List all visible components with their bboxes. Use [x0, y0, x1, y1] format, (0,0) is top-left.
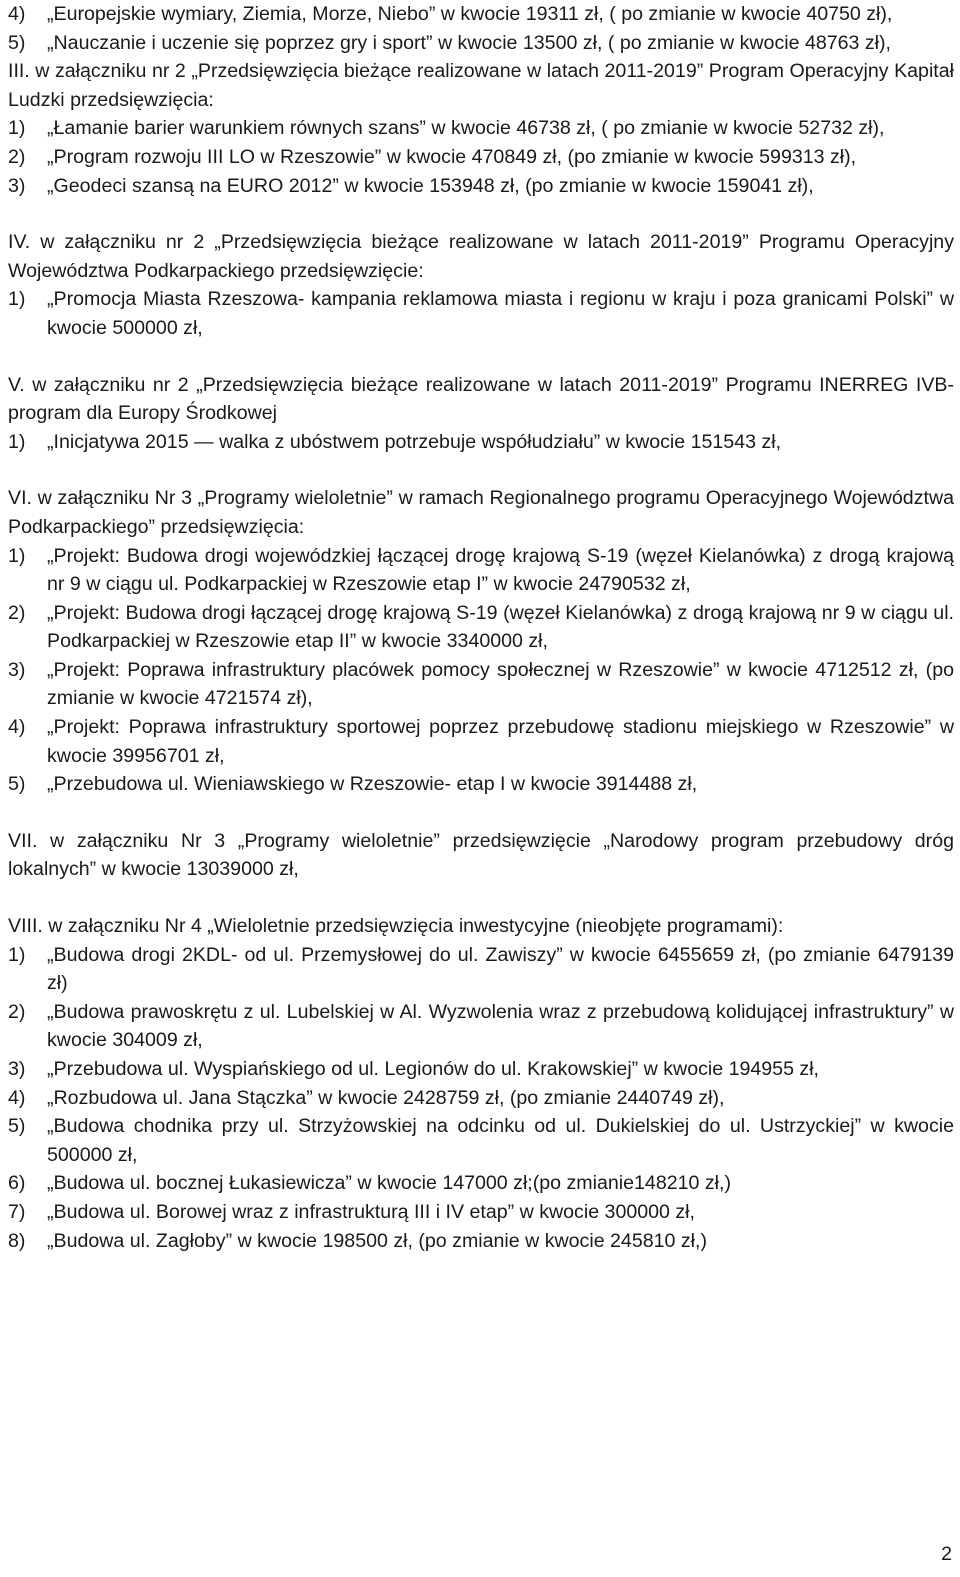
section-heading: VI. w załączniku Nr 3 „Programy wieloletnie” w ramach Regionalnego programu Operacyjnego Województwa Podkarpackiego” przedsięwzięcia:: [8, 487, 954, 538]
item-number: 4): [8, 3, 26, 25]
list-item: [8, 941, 954, 998]
spacer: [8, 456, 954, 484]
item-number: 1): [8, 288, 26, 311]
item-text: „Budowa drogi 2KDL- od ul. Przemysłowej do ul. Zawiszy” w kwocie 6455659 zł, (po zmianie 6479139 zł): [47, 943, 954, 995]
item-number: 3): [8, 174, 26, 197]
item-text: „Geodeci szansą na EURO 2012” w kwocie 153948 zł, (po zmianie w kwocie 159041 zł),: [47, 174, 814, 197]
item-text: „Projekt: Poprawa infrastruktury placówek pomocy społecznej w Rzeszowie” w kwocie 4712512 zł, (po zmianie w kwocie 4721574 zł),: [47, 658, 954, 710]
item-number: 2): [8, 145, 26, 168]
item-number: 1): [8, 943, 26, 966]
item-text: „Budowa prawoskrętu z ul. Lubelskiej w Al. Wyzwolenia wraz z przebudową kolidującej infrastruktury” w kwocie 304009 zł,: [47, 1000, 954, 1052]
spacer: [8, 799, 954, 827]
item-number: 3): [8, 1058, 26, 1080]
item-number: 5): [8, 31, 26, 54]
item-number: 5): [8, 1115, 26, 1138]
item-text: „Budowa ul. Zagłoby” w kwocie 198500 zł, (po zmianie w kwocie 245810 zł,): [47, 1229, 707, 1252]
item-text: „Projekt: Budowa drogi wojewódzkiej łączącej drogę krajową S-19 (węzeł Kielanówka) z drogą krajową nr 9 w ciągu ul. Podkarpackiej w Rzeszowie etap I” w kwocie 24790532 zł,: [47, 544, 954, 596]
item-text: „Budowa ul. Borowej wraz z infrastrukturą III i IV etap” w kwocie 300000 zł,: [47, 1200, 695, 1223]
document-page: [8, 0, 954, 1255]
item-number: 1): [8, 117, 26, 140]
item-text: „Promocja Miasta Rzeszowa- kampania reklamowa miasta i regionu w kraju i poza granicami Polski” w kwocie 500000 zł,: [47, 288, 954, 339]
top-list: [8, 0, 954, 57]
item-number: 2): [8, 601, 26, 624]
list-item: [8, 1198, 954, 1227]
item-number: 4): [8, 716, 26, 739]
list-item: [8, 1055, 954, 1084]
list-item: [8, 428, 954, 457]
item-number: 8): [8, 1229, 26, 1252]
spacer: [8, 200, 954, 228]
item-text: „Budowa chodnika przy ul. Strzyżowskiej na odcinku od ul. Dukielskiej do ul. Ustrzyckiej” w kwocie 500000 zł,: [47, 1115, 954, 1166]
item-text: „Inicjatywa 2015 — walka z ubóstwem potrzebuje współudziału” w kwocie 151543 zł,: [47, 430, 782, 453]
item-text: „Europejskie wymiary, Ziemia, Morze, Niebo” w kwocie 19311 zł, ( po zmianie w kwocie 40750 zł),: [47, 3, 893, 25]
list-item: [8, 998, 954, 1055]
item-number: 3): [8, 658, 26, 681]
section-heading: III. w załączniku nr 2 „Przedsięwzięcia bieżące realizowane w latach 2011-2019” Program Operacyjny Kapitał Ludzki przedsięwzięcia:: [8, 60, 954, 111]
item-text: „Przebudowa ul. Wieniawskiego w Rzeszowie- etap I w kwocie 3914488 zł,: [47, 773, 698, 796]
list-item: [8, 1084, 954, 1113]
list-item: [8, 0, 954, 29]
section-heading: VIII. w załączniku Nr 4 „Wieloletnie przedsięwzięcia inwestycyjne (nieobjęte programami):: [8, 915, 784, 938]
item-number: 7): [8, 1200, 26, 1223]
item-text: „Budowa ul. bocznej Łukasiewicza” w kwocie 147000 zł;(po zmianie148210 zł,): [47, 1172, 731, 1195]
list-item: [8, 285, 954, 342]
list-item: [8, 172, 954, 201]
section-heading: VII. w załączniku Nr 3 „Programy wieloletnie” przedsięwzięcie „Narodowy program przebudowy dróg lokalnych” w kwocie 13039000 zł,: [8, 829, 954, 881]
list-item: [8, 713, 954, 770]
list-item: [8, 114, 954, 143]
list-item: [8, 1227, 954, 1256]
item-text: „Program rozwoju III LO w Rzeszowie” w kwocie 470849 zł, (po zmianie w kwocie 599313 zł),: [47, 145, 857, 168]
list-item: [8, 29, 954, 58]
item-text: „Nauczanie i uczenie się poprzez gry i sport” w kwocie 13500 zł, ( po zmianie w kwocie 48763 zł),: [47, 31, 891, 54]
section-heading: V. w załączniku nr 2 „Przedsięwzięcia bieżące realizowane w latach 2011-2019” Programu INERREG IVB- program dla Europy Środkowej: [8, 373, 954, 425]
item-number: 4): [8, 1086, 26, 1109]
item-number: 2): [8, 1000, 26, 1023]
item-text: „Przebudowa ul. Wyspiańskiego od ul. Legionów do ul. Krakowskiej” w kwocie 194955 zł,: [47, 1058, 820, 1080]
page-number: 2: [941, 1543, 952, 1565]
list-item: [8, 143, 954, 172]
list-item: [8, 1169, 954, 1198]
list-item: [8, 542, 954, 599]
spacer: [8, 884, 954, 912]
section-heading: IV. w załączniku nr 2 „Przedsięwzięcia bieżące realizowane w latach 2011-2019” Programu Operacyjny Województwa Podkarpackiego przedsięwzięcie:: [8, 231, 954, 282]
item-text: „Rozbudowa ul. Jana Stączka” w kwocie 2428759 zł, (po zmianie 2440749 zł),: [47, 1086, 725, 1109]
list-item: [8, 1112, 954, 1169]
list-item: [8, 656, 954, 713]
item-text: „Łamanie barier warunkiem równych szans” w kwocie 46738 zł, ( po zmianie w kwocie 52732 zł),: [47, 117, 885, 140]
item-number: 5): [8, 773, 26, 796]
item-number: 1): [8, 544, 26, 567]
spacer: [8, 343, 954, 371]
item-number: 1): [8, 430, 26, 453]
item-number: 6): [8, 1172, 26, 1195]
item-text: „Projekt: Budowa drogi łączącej drogę krajową S-19 (węzeł Kielanówka) z drogą krajową nr 9 w ciągu ul. Podkarpackiej w Rzeszowie etap II” w kwocie 3340000 zł,: [47, 601, 954, 653]
item-text: „Projekt: Poprawa infrastruktury sportowej poprzez przebudowę stadionu miejskiego w Rzeszowie” w kwocie 39956701 zł,: [47, 716, 954, 767]
list-item: [8, 770, 954, 799]
list-item: [8, 599, 954, 656]
